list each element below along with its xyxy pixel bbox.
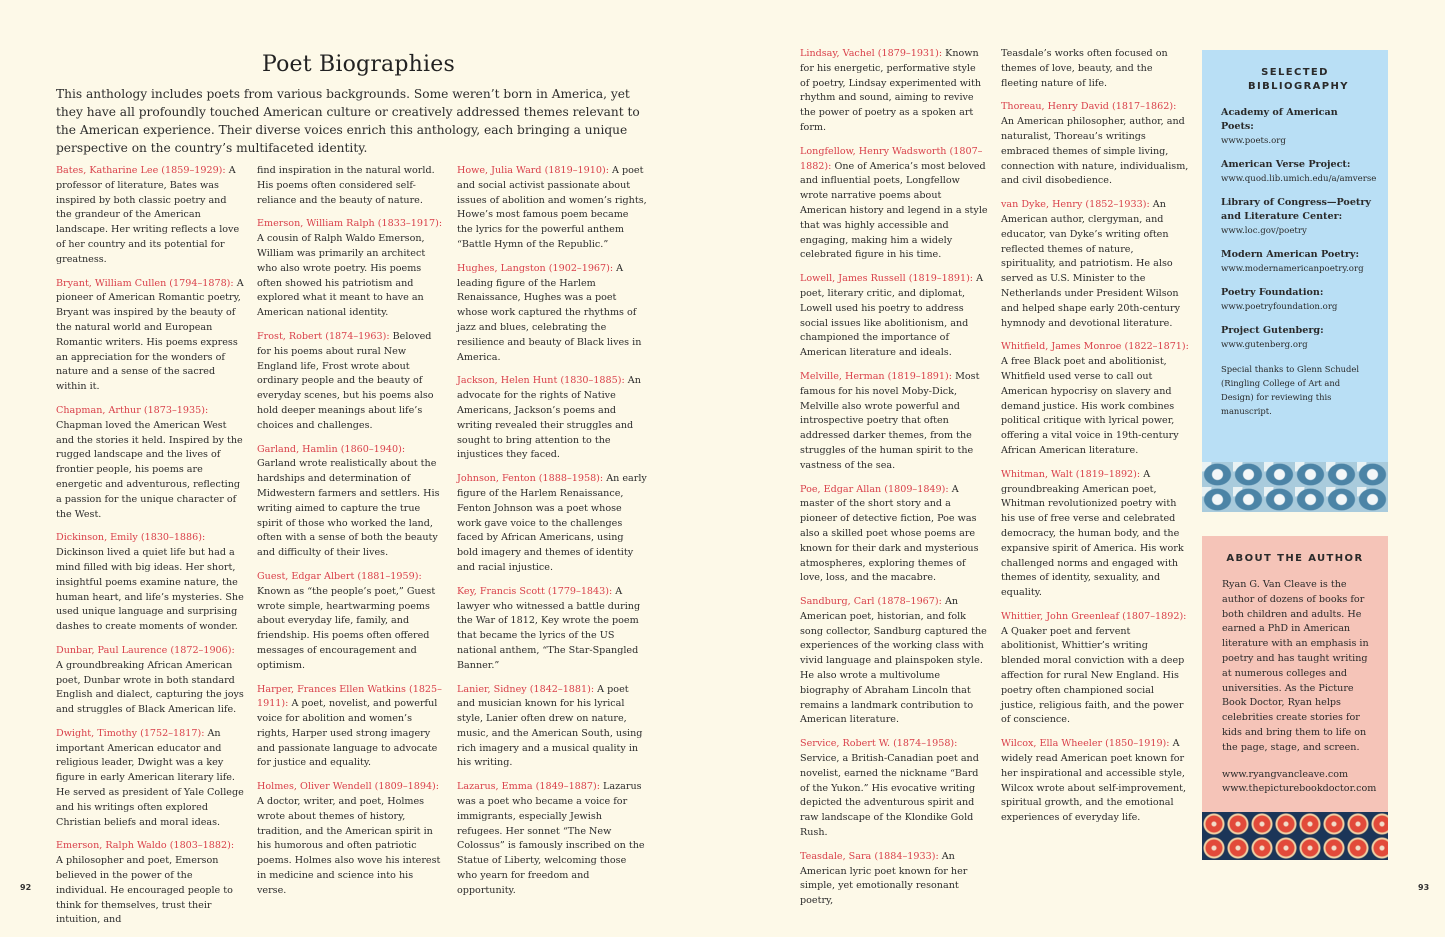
poet-bio-text: Known for his energetic, performative style of poetry, Lindsay experimented with rhythm and sound, aiming to revive the power of poetry as a spoken art form. bbox=[800, 48, 982, 133]
poet-name: Dunbar, Paul Laurence (1872–1906): bbox=[56, 644, 235, 656]
bibliography-url[interactable]: www.loc.gov/poetry bbox=[1221, 226, 1307, 236]
bio-entry bbox=[1001, 47, 1189, 91]
poet-name: Lowell, James Russell (1819–1891): bbox=[800, 273, 974, 285]
bio-column-4 bbox=[800, 47, 988, 918]
bibliography-box bbox=[1202, 50, 1388, 462]
poet-name: Garland, Hamlin (1860–1940): bbox=[257, 443, 406, 455]
poet-bio-text: A pioneer of American Romantic poetry, Bryant was inspired by the beauty of the natural world and European Romantic writers. His poems express an appreciation for the wonders of nature and a sense of the sacred within it. bbox=[56, 277, 244, 393]
bibliography-url[interactable]: www.quod.lib.umich.edu/a/amverse bbox=[1221, 174, 1377, 184]
bibliography-item bbox=[1221, 248, 1372, 276]
poet-name: Hughes, Langston (1902–1967): bbox=[457, 262, 614, 274]
bibliography-source-title: American Verse Project: bbox=[1221, 159, 1351, 170]
bio-entry bbox=[257, 217, 445, 321]
bio-entry bbox=[1001, 198, 1189, 331]
intro-paragraph: This anthology includes poets from various backgrounds. Some weren’t born in America, yet they have all profoundly touched American culture or creatively addressed themes relevant to the American experience. Their diverse voices enrich this anthology, each bringing a unique perspective on the country’s multifaceted identity. bbox=[56, 87, 640, 155]
bibliography-source-title: Library of Congress—Poetry and Literature Center: bbox=[1221, 197, 1371, 222]
bibliography-source-title: Poetry Foundation: bbox=[1221, 287, 1324, 298]
poet-bio-text: A free Black poet and abolitionist, Whitfield used verse to call out American hypocrisy on slavery and demand justice. His work combines political critique with lyrical power, offering a vital voice in 19th-century African American literature. bbox=[1001, 356, 1179, 456]
poet-name: Key, Francis Scott (1779–1843): bbox=[457, 585, 613, 597]
bio-entry bbox=[56, 531, 244, 635]
bibliography-source-title: Project Gutenberg: bbox=[1221, 325, 1324, 336]
page-number-left: 92 bbox=[20, 883, 32, 892]
page-title: Poet Biographies bbox=[262, 52, 455, 77]
poet-bio-text: A poet, novelist, and powerful voice for abolition and women’s rights, Harper used strong imagery and passionate language to advocate for justice and equality. bbox=[257, 698, 438, 769]
poet-name: Longfellow, Henry Wadsworth (1807–1882): bbox=[800, 145, 983, 172]
bibliography-url[interactable]: www.gutenberg.org bbox=[1221, 340, 1308, 350]
poet-name: Johnson, Fenton (1888–1958): bbox=[457, 473, 604, 485]
poet-bio-text: A groundbreaking African American poet, Dunbar wrote in both standard English and dialect, capturing the joys and struggles of Black American life. bbox=[56, 659, 244, 716]
bio-entry bbox=[1001, 340, 1189, 458]
poet-bio-text: A groundbreaking American poet, Whitman revolutionized poetry with his use of free verse and celebrated democracy, the human body, and the expansive spirit of America. His work challenged norms and engaged with themes of identity, sexuality, and equality. bbox=[1001, 468, 1184, 599]
poet-name: Whitman, Walt (1819–1892): bbox=[1001, 468, 1141, 480]
bio-entry bbox=[800, 47, 988, 136]
poet-name: Lanier, Sidney (1842–1881): bbox=[457, 683, 595, 695]
bio-column-5 bbox=[1001, 47, 1189, 835]
blue-floral-pattern bbox=[1202, 462, 1388, 512]
poet-name: Wilcox, Ella Wheeler (1850–1919): bbox=[1001, 738, 1170, 750]
bio-entry bbox=[56, 164, 244, 268]
bio-entry bbox=[800, 850, 988, 909]
poet-name: Lazarus, Emma (1849–1887): bbox=[457, 781, 600, 793]
bio-entry bbox=[1001, 100, 1189, 189]
poet-name: Frost, Robert (1874–1963): bbox=[257, 330, 390, 342]
bibliography-item bbox=[1221, 196, 1372, 238]
poet-name: Sandburg, Carl (1878–1967): bbox=[800, 596, 942, 608]
bibliography-source-title: Modern American Poetry: bbox=[1221, 249, 1360, 260]
bio-entry bbox=[56, 644, 244, 718]
picture-book-doctor-link[interactable]: www.thepicturebookdoctor.com bbox=[1222, 783, 1377, 795]
poet-bio-text: Known as “the people’s poet,” Guest wrote simple, heartwarming poems about everyday life, family, and friendship. His poems often offered messages of encouragement and optimism. bbox=[257, 585, 436, 671]
bio-entry bbox=[257, 683, 445, 772]
poet-name: Thoreau, Henry David (1817–1862): bbox=[1001, 101, 1177, 113]
bibliography-heading: SELECTED BIBLIOGRAPHY bbox=[1248, 67, 1349, 92]
poet-bio-text: An important American educator and religious leader, Dwight was a key figure in early American literary life. He served as president of Yale College and his writings often explored Christian beliefs and moral ideas. bbox=[56, 727, 244, 828]
poet-name: Howe, Julia Ward (1819–1910): bbox=[457, 165, 609, 176]
poet-name: Harper, Frances Ellen Watkins (1825–1911): bbox=[257, 683, 442, 710]
poet-bio-text: A philosopher and poet, Emerson believed in the power of the individual. He encouraged people to think for themselves, trust their intuition, and bbox=[56, 855, 233, 926]
author-website-link[interactable]: www.ryangvancleave.com bbox=[1222, 768, 1349, 780]
bibliography-item bbox=[1221, 106, 1372, 148]
about-author-box bbox=[1202, 536, 1388, 812]
bio-entry bbox=[800, 737, 988, 841]
bio-entry bbox=[457, 374, 647, 463]
poet-name: Guest, Edgar Albert (1881–1959): bbox=[257, 570, 422, 582]
bio-entry bbox=[1001, 610, 1189, 728]
poet-bio-text: A poet and social activist passionate about issues of abolition and women’s rights, Howe’s most famous poem became the lyrics for the powerful anthem “Battle Hymn of the Republic.” bbox=[457, 165, 647, 250]
bio-entry bbox=[457, 164, 647, 253]
poet-bio-text: An American philosopher, author, and naturalist, Thoreau’s writings embraced themes of simple living, connection with nature, individualism, and civil disobedience. bbox=[1001, 116, 1189, 187]
poet-bio-text: A professor of literature, Bates was inspired by both classic poetry and the grandeur of the American landscape. Her writing reflects a love of her country and its potential for greatness. bbox=[56, 165, 240, 265]
acknowledgment-text: Special thanks to Glenn Schudel (Ringling College of Art and Design) for reviewing this manuscript. bbox=[1221, 364, 1359, 416]
bio-entry bbox=[56, 404, 244, 522]
poet-name: Melville, Herman (1819–1891): bbox=[800, 370, 952, 382]
page-number-right: 93 bbox=[1418, 883, 1430, 892]
bibliography-list bbox=[1202, 94, 1388, 418]
poet-bio-text: An early figure of the Harlem Renaissance, Fenton Johnson was a poet whose work gave voice to the challenges faced by African Americans, using bold imagery and themes of identity and racial injustice. bbox=[457, 473, 647, 573]
bio-entry bbox=[1001, 737, 1189, 826]
poet-bio-text: A Quaker poet and fervent abolitionist, Whittier’s writing blended moral conviction with a deep affection for rural New England. His poetry often championed social justice, religious faith, and the power of conscience. bbox=[1001, 625, 1185, 726]
poet-bio-text: An advocate for the rights of Native Americans, Jackson’s poems and writing revealed their struggles and sought to bring attention to the injustices they faced. bbox=[457, 375, 641, 461]
poet-name: Bryant, William Cullen (1794–1878): bbox=[56, 277, 234, 289]
poet-bio-text: An American lyric poet known for her simple, yet emotionally resonant poetry, bbox=[800, 850, 968, 907]
bio-column-1 bbox=[56, 164, 244, 937]
bio-column-2 bbox=[257, 164, 445, 908]
bio-entry bbox=[800, 483, 988, 587]
about-author-heading: ABOUT THE AUTHOR bbox=[1226, 553, 1364, 564]
bibliography-item bbox=[1221, 286, 1372, 314]
red-floral-pattern bbox=[1202, 812, 1388, 860]
poet-name: Whittier, John Greenleaf (1807–1892): bbox=[1001, 610, 1187, 622]
poet-bio-text: A poet and musician known for his lyrical style, Lanier often drew on nature, music, and the American South, using rich imagery and a musical quality in his writing. bbox=[457, 683, 643, 769]
bio-entry bbox=[457, 683, 647, 772]
poet-bio-text: A cousin of Ralph Waldo Emerson, William was primarily an architect who also wrote poetry. His poems often showed his patriotism and explored what it meant to have an American national identity. bbox=[257, 233, 426, 319]
bibliography-item bbox=[1221, 324, 1372, 352]
poet-name: Lindsay, Vachel (1879–1931): bbox=[800, 48, 943, 59]
poet-name: Poe, Edgar Allan (1809–1849): bbox=[800, 483, 949, 495]
poet-bio-text: find inspiration in the natural world. His poems often considered self-reliance and the beauty of nature. bbox=[257, 165, 435, 206]
poet-bio-text: An American author, clergyman, and educator, van Dyke’s writing often reflected themes of nature, spirituality, and patriotism. He also served as U.S. Minister to the Netherlands under President Wilson and helped shape early 20th-century hymnody and devotional literature. bbox=[1001, 199, 1180, 329]
poet-bio-text: An American poet, historian, and folk song collector, Sandburg captured the experiences of the working class with vivid language and plainspoken style. He also wrote a multivolume biography of Abraham Lincoln that remains a landmark contribution to American literature. bbox=[800, 596, 987, 726]
bio-entry bbox=[56, 727, 244, 831]
bio-entry bbox=[56, 277, 244, 395]
bio-column-3 bbox=[457, 164, 647, 908]
poet-name: Service, Robert W. (1874–1958): bbox=[800, 738, 958, 750]
bibliography-url[interactable]: www.poets.org bbox=[1221, 136, 1286, 146]
poet-bio-text: Lazarus was a poet who became a voice for immigrants, especially Jewish refugees. Her sonnet “The New Colossus” is famously inscribed on the Statue of Liberty, welcoming those who yearn for freedom and opportunity. bbox=[457, 781, 645, 896]
bio-entry bbox=[457, 262, 647, 366]
poet-name: Emerson, William Ralph (1833–1917): bbox=[257, 218, 443, 230]
poet-name: Emerson, Ralph Waldo (1803–1882): bbox=[56, 840, 235, 852]
poet-name: Holmes, Oliver Wendell (1809–1894): bbox=[257, 781, 440, 793]
bio-entry bbox=[257, 330, 445, 434]
bio-entry bbox=[800, 595, 988, 728]
poet-name: Jackson, Helen Hunt (1830–1885): bbox=[457, 375, 625, 387]
poet-name: Dickinson, Emily (1830–1886): bbox=[56, 532, 206, 544]
poet-name: Whitfield, James Monroe (1822–1871): bbox=[1001, 341, 1189, 353]
poet-bio-text: A lawyer who witnessed a battle during the War of 1812, Key wrote the poem that became the lyrics of the US national anthem, “The Star-Spangled Banner.” bbox=[457, 585, 641, 671]
poet-name: Dwight, Timothy (1752–1817): bbox=[56, 727, 205, 739]
poet-name: van Dyke, Henry (1852–1933): bbox=[1001, 199, 1150, 211]
poet-bio-text: Garland wrote realistically about the hardships and determination of Midwestern farmers and settlers. His writing aimed to capture the true spirit of those who worked the land, often with a sense of both the beauty and difficulty of their lives. bbox=[257, 458, 440, 559]
bio-entry bbox=[257, 780, 445, 898]
poet-bio-text: A doctor, writer, and poet, Holmes wrote about themes of history, tradition, and the American spirit in his humorous and often patriotic poems. Holmes also wove his interest in medicine and science into his verse. bbox=[257, 796, 441, 896]
poet-bio-text: A widely read American poet known for her inspirational and accessible style, Wilcox wrote about self-improvement, spiritual growth, and the emotional experiences of everyday life. bbox=[1001, 738, 1187, 824]
poet-bio-text: Beloved for his poems about rural New England life, Frost wrote about ordinary people and the beauty of everyday scenes, but his poems also hold deeper meanings about life’s choices and challenges. bbox=[257, 330, 434, 431]
poet-bio-text: A master of the short story and a pioneer of detective fiction, Poe was also a skilled poet whose poems are known for their dark and mysterious atmospheres, exploring themes of love, loss, and the macabre. bbox=[800, 483, 979, 584]
poet-name: Bates, Katharine Lee (1859–1929): bbox=[56, 165, 226, 176]
poet-name: Chapman, Arthur (1873–1935): bbox=[56, 404, 209, 416]
poet-bio-text: Dickinson lived a quiet life but had a mind filled with big ideas. Her short, insightful poems examine nature, the human heart, and life’s mysteries. She used unique language and surprising dashes to create moments of wonder. bbox=[56, 547, 244, 633]
bio-entry bbox=[257, 164, 445, 208]
bio-entry bbox=[457, 585, 647, 674]
bibliography-url[interactable]: www.modernamericanpoetry.org bbox=[1221, 264, 1364, 274]
poet-bio-text: A leading figure of the Harlem Renaissance, Hughes was a poet whose work captured the rhythms of jazz and blues, celebrating the resilience and beauty of Black lives in America. bbox=[457, 262, 642, 363]
poet-bio-text: Most famous for his novel Moby-Dick, Melville also wrote powerful and introspective poetry that often addressed darker themes, from the struggles of the human spirit to the vastness of the sea. bbox=[800, 370, 980, 471]
bibliography-item bbox=[1221, 158, 1377, 186]
bio-entry bbox=[800, 145, 988, 263]
bio-entry bbox=[257, 443, 445, 561]
bio-entry bbox=[457, 780, 647, 898]
bio-entry bbox=[800, 370, 988, 474]
bio-entry bbox=[800, 272, 988, 361]
bibliography-source-title: Academy of American Poets: bbox=[1221, 107, 1338, 132]
poet-bio-text: Chapman loved the American West and the stories it held. Inspired by the rugged landscape and the lives of frontier people, his poems are energetic and adventurous, reflecting a passion for the unique character of the West. bbox=[56, 419, 243, 520]
poet-bio-text: Teasdale’s works often focused on themes of love, beauty, and the fleeting nature of life. bbox=[1001, 48, 1168, 89]
bio-entry bbox=[257, 570, 445, 674]
bio-entry bbox=[1001, 468, 1189, 601]
poet-bio-text: One of America’s most beloved and influential poets, Longfellow wrote narrative poems about American history and legend in a style that was highly accessible and engaging, making him a widely celebrated figure in his time. bbox=[800, 160, 988, 261]
bibliography-url[interactable]: www.poetryfoundation.org bbox=[1221, 302, 1338, 312]
poet-bio-text: A poet, literary critic, and diplomat, Lowell used his poetry to address social issues like abolitionism, and championed the importance of American literature and ideals. bbox=[800, 273, 984, 359]
poet-name: Teasdale, Sara (1884–1933): bbox=[800, 850, 939, 862]
about-author-text: Ryan G. Van Cleave is the author of dozens of books for both children and adults. He earned a PhD in American literature with an emphasis in poetry and has taught writing at numerous colleges and universities. As the Picture Book Doctor, Ryan helps celebrities create stories for kids and bring them to life on the page, stage, and screen. bbox=[1222, 579, 1369, 753]
bio-entry bbox=[457, 472, 647, 576]
bio-entry bbox=[56, 839, 244, 928]
poet-bio-text: Service, a British-Canadian poet and novelist, earned the nickname “Bard of the Yukon.” His evocative writing depicted the adventurous spirit and raw landscape of the Klondike Gold Rush. bbox=[800, 753, 979, 839]
